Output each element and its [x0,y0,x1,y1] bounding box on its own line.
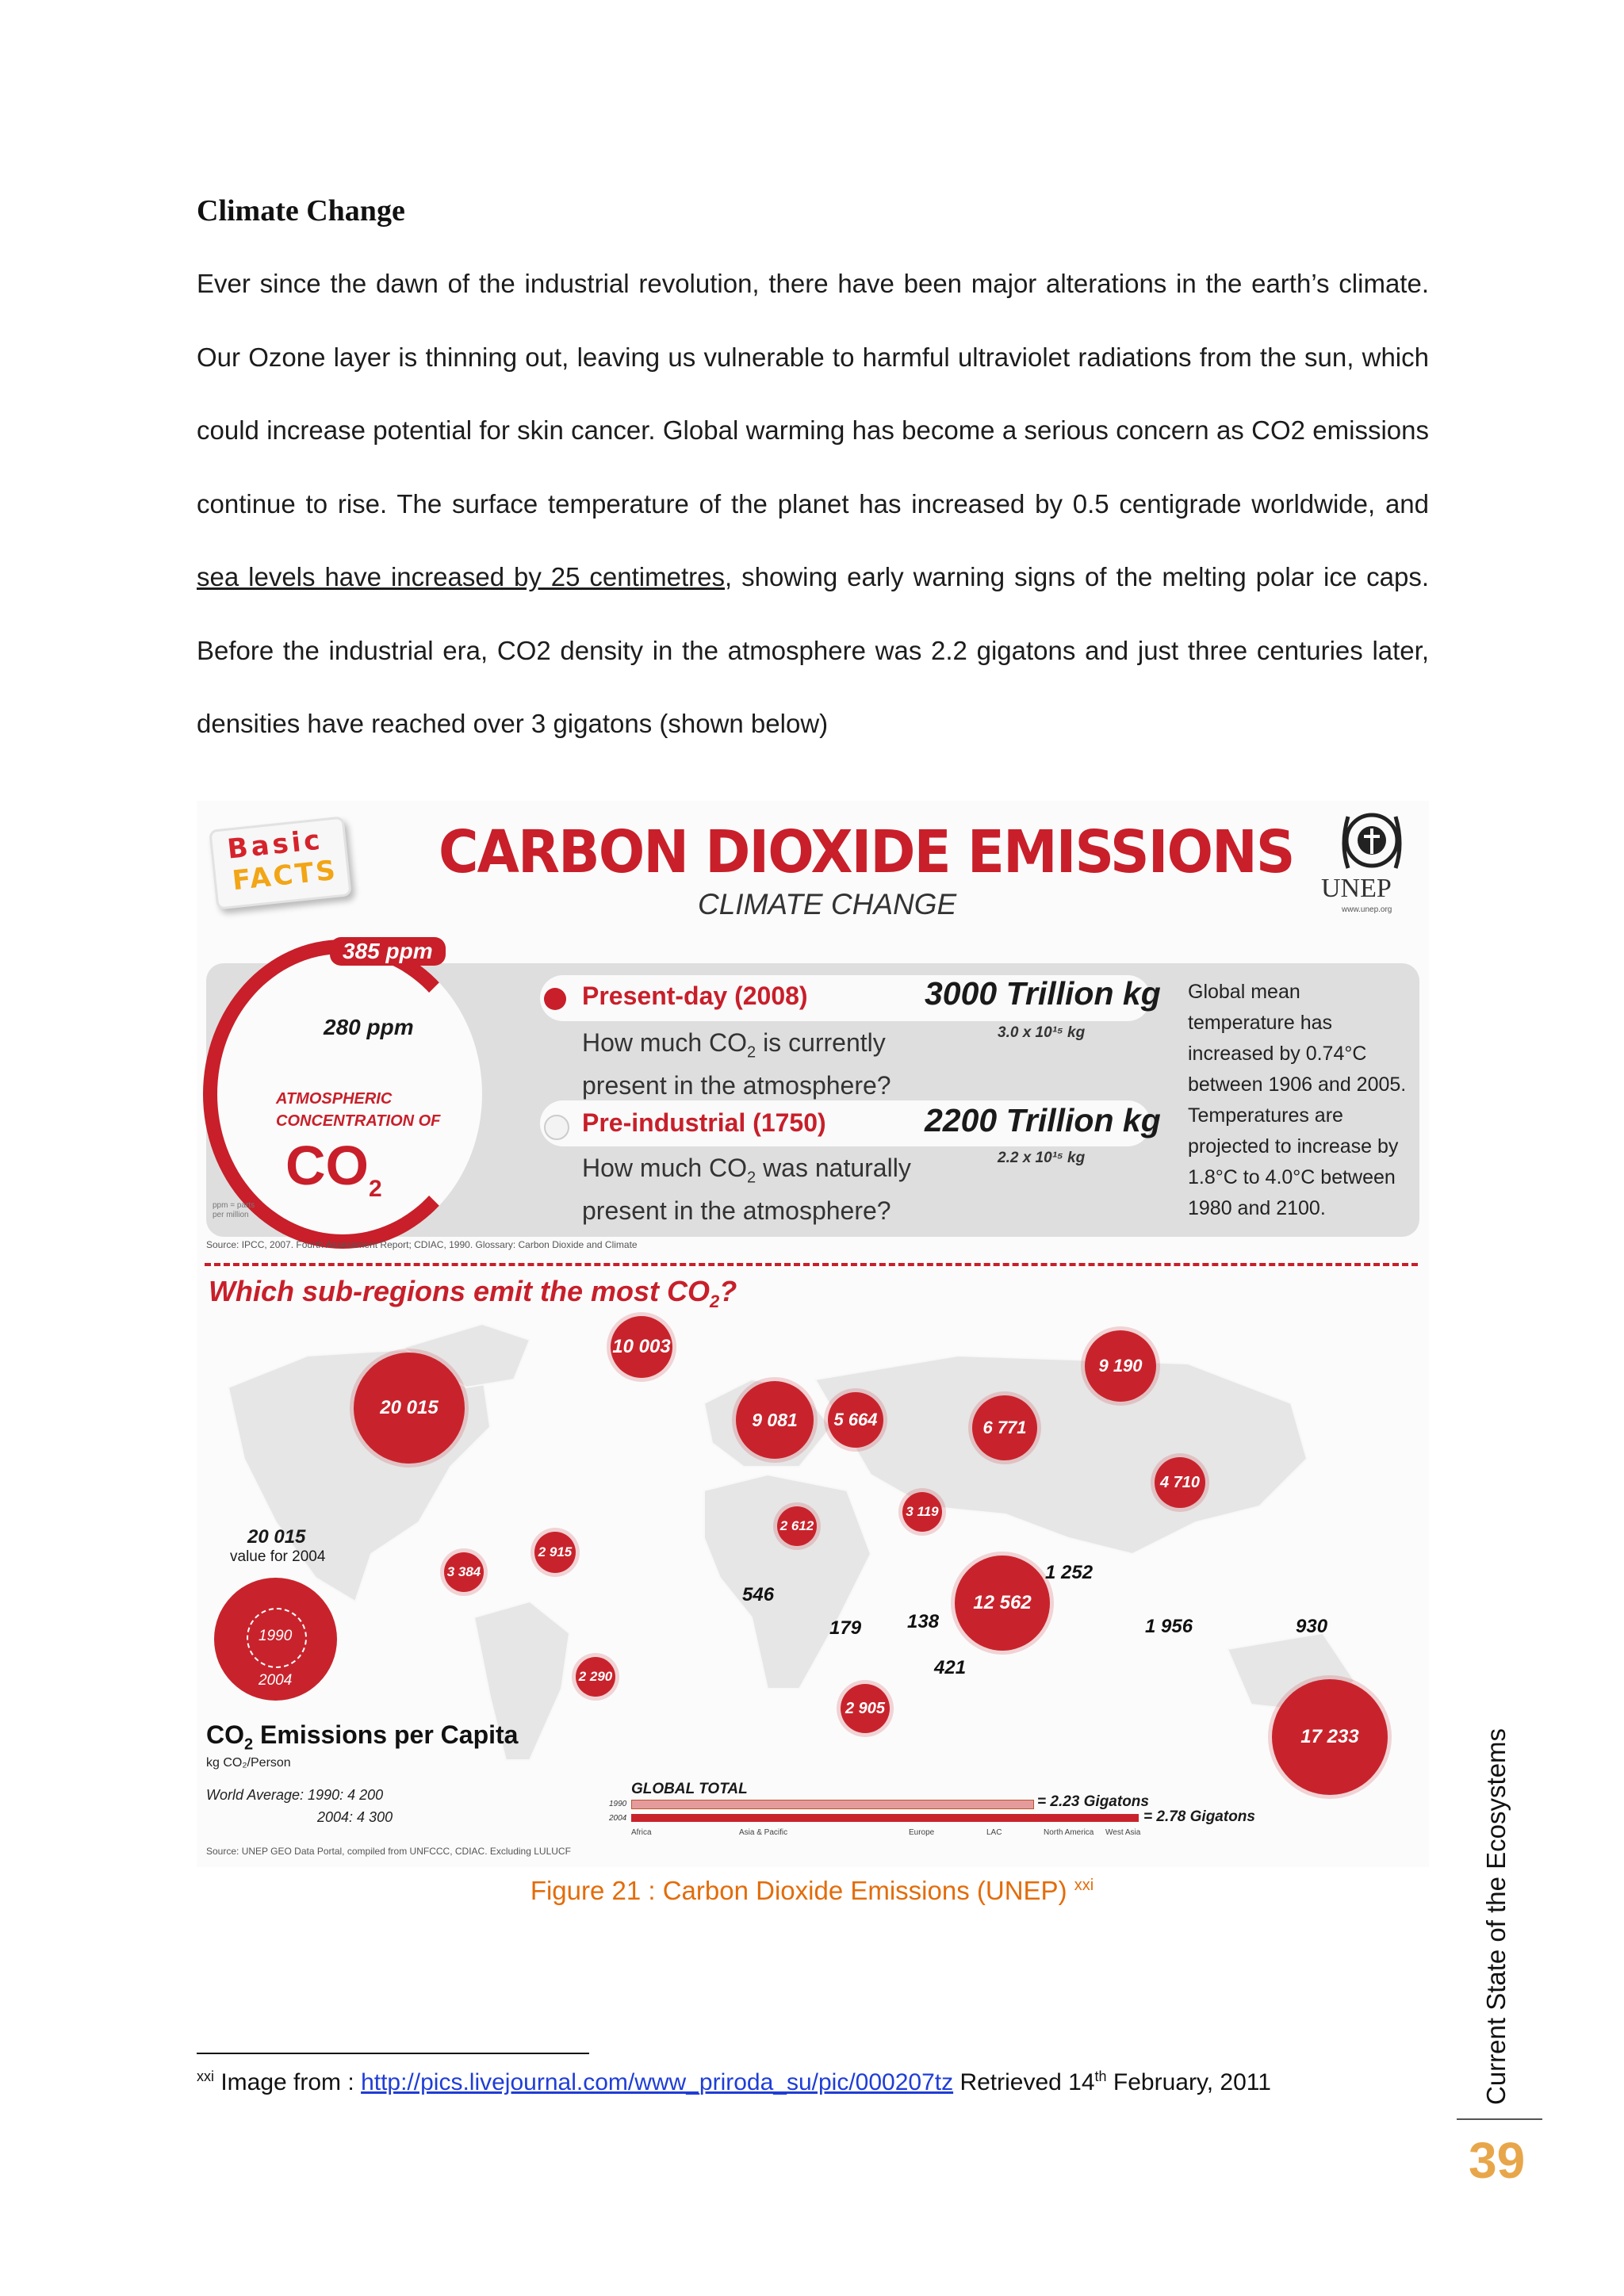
gt-region-europe: Europe [909,1828,935,1837]
co2-infographic [197,801,1429,1867]
gt-region-north-america: North America [1044,1828,1094,1837]
caption-footnote-ref[interactable]: xxi [1074,1877,1094,1894]
world-avg-2004: 2004: 4 300 [317,1809,393,1825]
global-total-bar-1990 [631,1800,1034,1809]
gt-year-1990: 1990 [609,1800,627,1808]
figure-caption [0,1876,1624,1906]
co2-text: CO [285,1135,369,1196]
unep-label: UNEP [1321,874,1392,903]
bubble-northern-africa: 2 612 [777,1506,817,1546]
legend-1990: 1990 [259,1628,293,1644]
source-bottom: Source: UNEP GEO Data Portal, compiled from UNFCCC, CDIAC. Excluding LULUCF [206,1846,571,1857]
present-q-2: is currently [756,1028,886,1057]
preindustrial-amount: 2200 Trillion kg [925,1102,1161,1138]
ppm-385-label: 385 ppm [330,937,446,966]
section-heading: Climate Change [197,194,405,228]
global-total-bar-2004 [631,1814,1139,1822]
gt-region-asia: Asia & Pacific [739,1828,788,1837]
present-q-1: How much CO [582,1028,748,1057]
bubble-central-europe: 5 664 [828,1392,883,1448]
bubble-southern-africa: 2 905 [841,1684,890,1733]
value-western-africa: 546 [742,1584,775,1605]
subregions-heading [209,1275,737,1312]
bubble-arabian-peninsula: 12 562 [955,1556,1050,1651]
footnote-rule [197,2053,589,2054]
bubble-north-america: 20 015 [354,1353,465,1464]
value-central-africa: 179 [829,1617,862,1639]
gt-1990-value: = 2.23 Gigatons [1037,1793,1149,1810]
per-capita-title [206,1720,518,1754]
present-question [582,1026,891,1102]
underlined-phrase: sea levels have increased by 25 centimetres [197,562,725,591]
value-south-asia: 1 252 [1045,1562,1094,1583]
present-q-sub: 2 [747,1043,756,1062]
co2-symbol [285,1134,382,1203]
bubble-east-asia: 4 710 [1155,1457,1205,1508]
ppm-note: ppm = parts per million [213,1201,255,1219]
bubble-meso-america: 3 384 [444,1552,484,1592]
atm-line-1: ATMOSPHERIC [276,1090,393,1108]
present-sci: 3.0 x 10¹⁵ kg [998,1024,1086,1041]
atm-line-2: CONCENTRATION OF [276,1112,441,1130]
atmospheric-label [276,1088,440,1132]
which-text: Which sub-regions emit the most CO [209,1275,710,1307]
footnote-prefix: Image from : [214,2069,362,2095]
gt-region-africa: Africa [631,1828,652,1837]
legend-caption: value for 2004 [230,1548,326,1565]
gt-region-lac: LAC [986,1828,1002,1837]
per-capita-sub: 2 [244,1735,254,1754]
global-total-title: GLOBAL TOTAL [631,1781,748,1797]
present-amount: 3000 Trillion kg [925,975,1161,1012]
bubble-western-europe: 9 081 [736,1381,814,1459]
bubble-mashriq: 3 119 [902,1492,942,1532]
pre-q-2: was naturally [756,1154,911,1182]
preindustrial-sci: 2.2 x 10¹⁵ kg [998,1150,1086,1166]
bubble-caribbean: 2 915 [534,1532,576,1573]
footnote-suffix-b: February, 2011 [1106,2069,1271,2095]
pre-q-1: How much CO [582,1154,748,1182]
bubble-eastern-europe: 9 190 [1085,1330,1156,1402]
co2-subscript: 2 [369,1176,382,1202]
world-average [206,1784,393,1828]
value-southeast-asia: 1 956 [1145,1616,1193,1637]
legend-2004: 2004 [259,1672,293,1689]
bubble-south-america: 2 290 [576,1657,615,1697]
bubble-arctic: 10 003 [611,1316,672,1378]
ppm-280-label: 280 ppm [324,1015,414,1039]
gt-year-2004: 2004 [609,1814,627,1823]
basic-facts-badge [209,816,352,909]
which-sub: 2 [710,1292,720,1312]
temperature-note: Global mean temperature has increased by 0.74°C between 1906 and 2005. Temperatures are projected to increase by 1.8°C to 4.0°C between 1980 and 2100. [1188,981,1407,1219]
bubble-australia-nz: 17 233 [1272,1679,1388,1795]
which-end: ? [719,1275,737,1307]
pre-q-sub: 2 [747,1169,756,1187]
footnote-link[interactable]: http://pics.livejournal.com/www_priroda_su/pic/000207tz [361,2069,954,2095]
paragraph-part-2: , showing early warning signs of the melting polar ice caps. Before the industrial era, CO2 density in the atmosphere was 2.2 gigatons and just three centuries later, densities have reached over 3 gigatons (shown below) [197,562,1429,738]
pre-q-3: present in the atmosphere? [582,1196,891,1226]
footnote [197,2068,1271,2096]
per-capita-rest: Emissions per Capita [253,1720,519,1749]
body-paragraph [197,247,1429,761]
value-south-pacific: 930 [1296,1616,1328,1637]
per-capita-unit: kg CO₂/Person [206,1756,291,1770]
caption-text: Figure 21 : Carbon Dioxide Emissions (UNEP) [530,1876,1067,1905]
world-avg-1990: World Average: 1990: 4 200 [206,1787,384,1803]
value-wio: 421 [934,1657,967,1678]
value-eastern-africa: 138 [907,1611,940,1632]
present-q-3: present in the atmosphere? [582,1071,891,1100]
page-number: 39 [1469,2132,1526,2189]
badge-facts-text: FACTS [230,854,339,897]
paragraph-part-1: Ever since the dawn of the industrial revolution, there have been major alterations in the earth’s climate. Our Ozone layer is thinning out, leaving us vulnerable to harmful ultraviolet radiations from the sun, which could increase potential for skin cancer. Global warming has become a serious concern as CO2 emissions continue to rise. The surface temperature of the planet has increased by 0.5 centigrade worldwide, and [197,269,1429,519]
dashed-divider [205,1263,1418,1266]
footnote-suffix-a: Retrieved 14 [953,2069,1095,2095]
side-section-label: Current State of the Ecosystems [1481,1728,1511,2105]
page-number-rule [1457,2118,1542,2120]
footnote-suffix-sup: th [1094,2068,1107,2084]
per-capita-co: CO [206,1720,244,1749]
source-top: Source: IPCC, 2007. Fourth Assessment Report; CDIAC, 1990. Glossary: Carbon Dioxide and Climate [206,1239,638,1250]
infographic-subtitle: CLIMATE CHANGE [698,888,957,920]
bubble-central-asia: 6 771 [972,1395,1037,1460]
legend-value: 20 015 [247,1526,306,1548]
footnote-marker: xxi [197,2068,214,2084]
preindustrial-era: Pre-industrial (1750) [582,1108,826,1137]
infographic-title: CARBON DIOXIDE EMISSIONS [439,818,1294,886]
preindustrial-question [582,1151,911,1227]
gt-region-west-asia: West Asia [1105,1828,1141,1837]
unep-url: www.unep.org [1342,905,1392,914]
present-era: Present-day (2008) [582,982,808,1010]
badge-basic-text: Basic [225,824,325,866]
preindustrial-dot-icon [544,1115,569,1140]
gt-2004-value: = 2.78 Gigatons [1143,1808,1255,1825]
present-dot-icon [544,988,566,1010]
